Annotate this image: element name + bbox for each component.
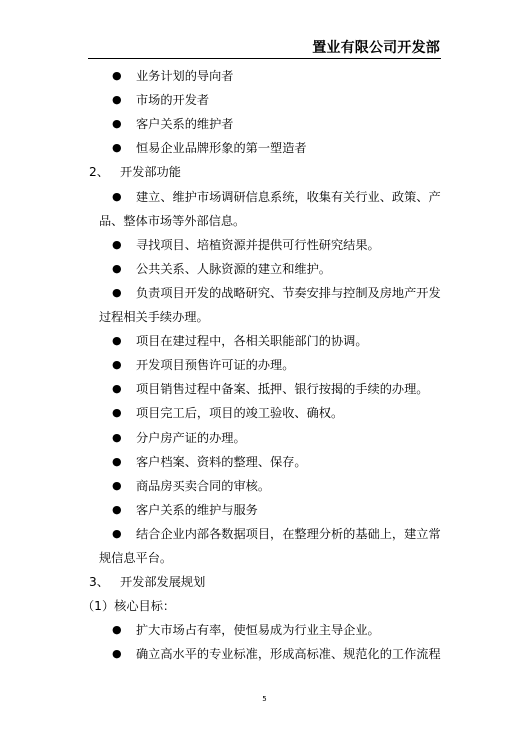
section-heading: 开发部发展规划 [120, 575, 206, 590]
bullet-item-text: 寻找项目、培植资源并提供可行性研究结果。 [136, 237, 380, 252]
bullet-item-text: 开发项目预售许可证的办理。 [136, 358, 295, 373]
subsection-heading: （1）核心目标： [82, 599, 176, 614]
section-number: 2、 [89, 165, 109, 180]
bullet-icon: ● [112, 623, 122, 637]
bullet-item-text: 项目销售过程中备案、抵押、银行按揭的手续的办理。 [136, 382, 429, 397]
bullet-item-text: 客户档案、资料的整理、保存。 [136, 454, 307, 469]
bullet-item-continuation: 品、整体市场等外部信息。 [99, 213, 246, 228]
bullet-icon: ● [112, 502, 122, 516]
page-number: 5 [262, 695, 267, 703]
bullet-icon: ● [112, 334, 122, 348]
bullet-icon: ● [112, 454, 122, 468]
bullet-icon: ● [112, 237, 122, 251]
section-number: 3、 [89, 575, 109, 590]
bullet-icon: ● [112, 117, 122, 131]
bullet-item-continuation: 规信息平台。 [99, 551, 173, 565]
bullet-item-text: 市场的开发者 [136, 93, 210, 108]
section-heading: 开发部功能 [120, 165, 181, 180]
bullet-icon: ● [112, 430, 122, 444]
header-rule [88, 58, 441, 59]
bullet-item-text: 项目完工后，项目的竣工验收、确权。 [136, 406, 344, 421]
bullet-item-text: 业务计划的导向者 [136, 69, 234, 83]
bullet-icon: ● [112, 406, 122, 420]
bullet-item-continuation: 过程相关手续办理。 [99, 310, 209, 324]
bullet-item-text: 恒易企业品牌形象的第一塑造者 [136, 141, 307, 156]
bullet-icon: ● [112, 261, 122, 275]
bullet-item-text: 公共关系、人脉资源的建立和维护。 [136, 261, 331, 276]
bullet-item-text: 分户房产证的办理。 [136, 430, 246, 445]
bullet-item-text: 客户关系的维护与服务 [136, 502, 258, 517]
bullet-item-text: 客户关系的维护者 [136, 117, 234, 132]
bullet-item-text: 商品房买卖合同的审核。 [136, 478, 271, 493]
bullet-item-text: 扩大市场占有率，使恒易成为行业主导企业。 [136, 623, 380, 638]
page-header-title: 置业有限公司开发部 [312, 40, 440, 56]
bullet-item-text: 确立高水平的专业标准，形成高标准、规范化的工作流程 [136, 647, 441, 662]
bullet-icon: ● [112, 358, 122, 372]
bullet-icon: ● [112, 69, 122, 82]
bullet-icon: ● [112, 526, 122, 540]
bullet-icon: ● [112, 141, 122, 155]
bullet-icon: ● [112, 285, 122, 299]
bullet-icon: ● [112, 478, 122, 492]
bullet-icon: ● [112, 93, 122, 107]
bullet-icon: ● [112, 189, 122, 203]
bullet-icon: ● [112, 647, 122, 661]
bullet-item-text: 负责项目开发的战略研究、节奏安排与控制及房地产开发 [136, 285, 441, 300]
bullet-icon: ● [112, 382, 122, 396]
bullet-item-text: 项目在建过程中，各相关职能部门的协调。 [136, 334, 368, 349]
bullet-item-text: 结合企业内部各数据项目，在整理分析的基础上，建立常 [136, 526, 441, 541]
bullet-item-text: 建立、维护市场调研信息系统，收集有关行业、政策、产 [136, 189, 441, 204]
